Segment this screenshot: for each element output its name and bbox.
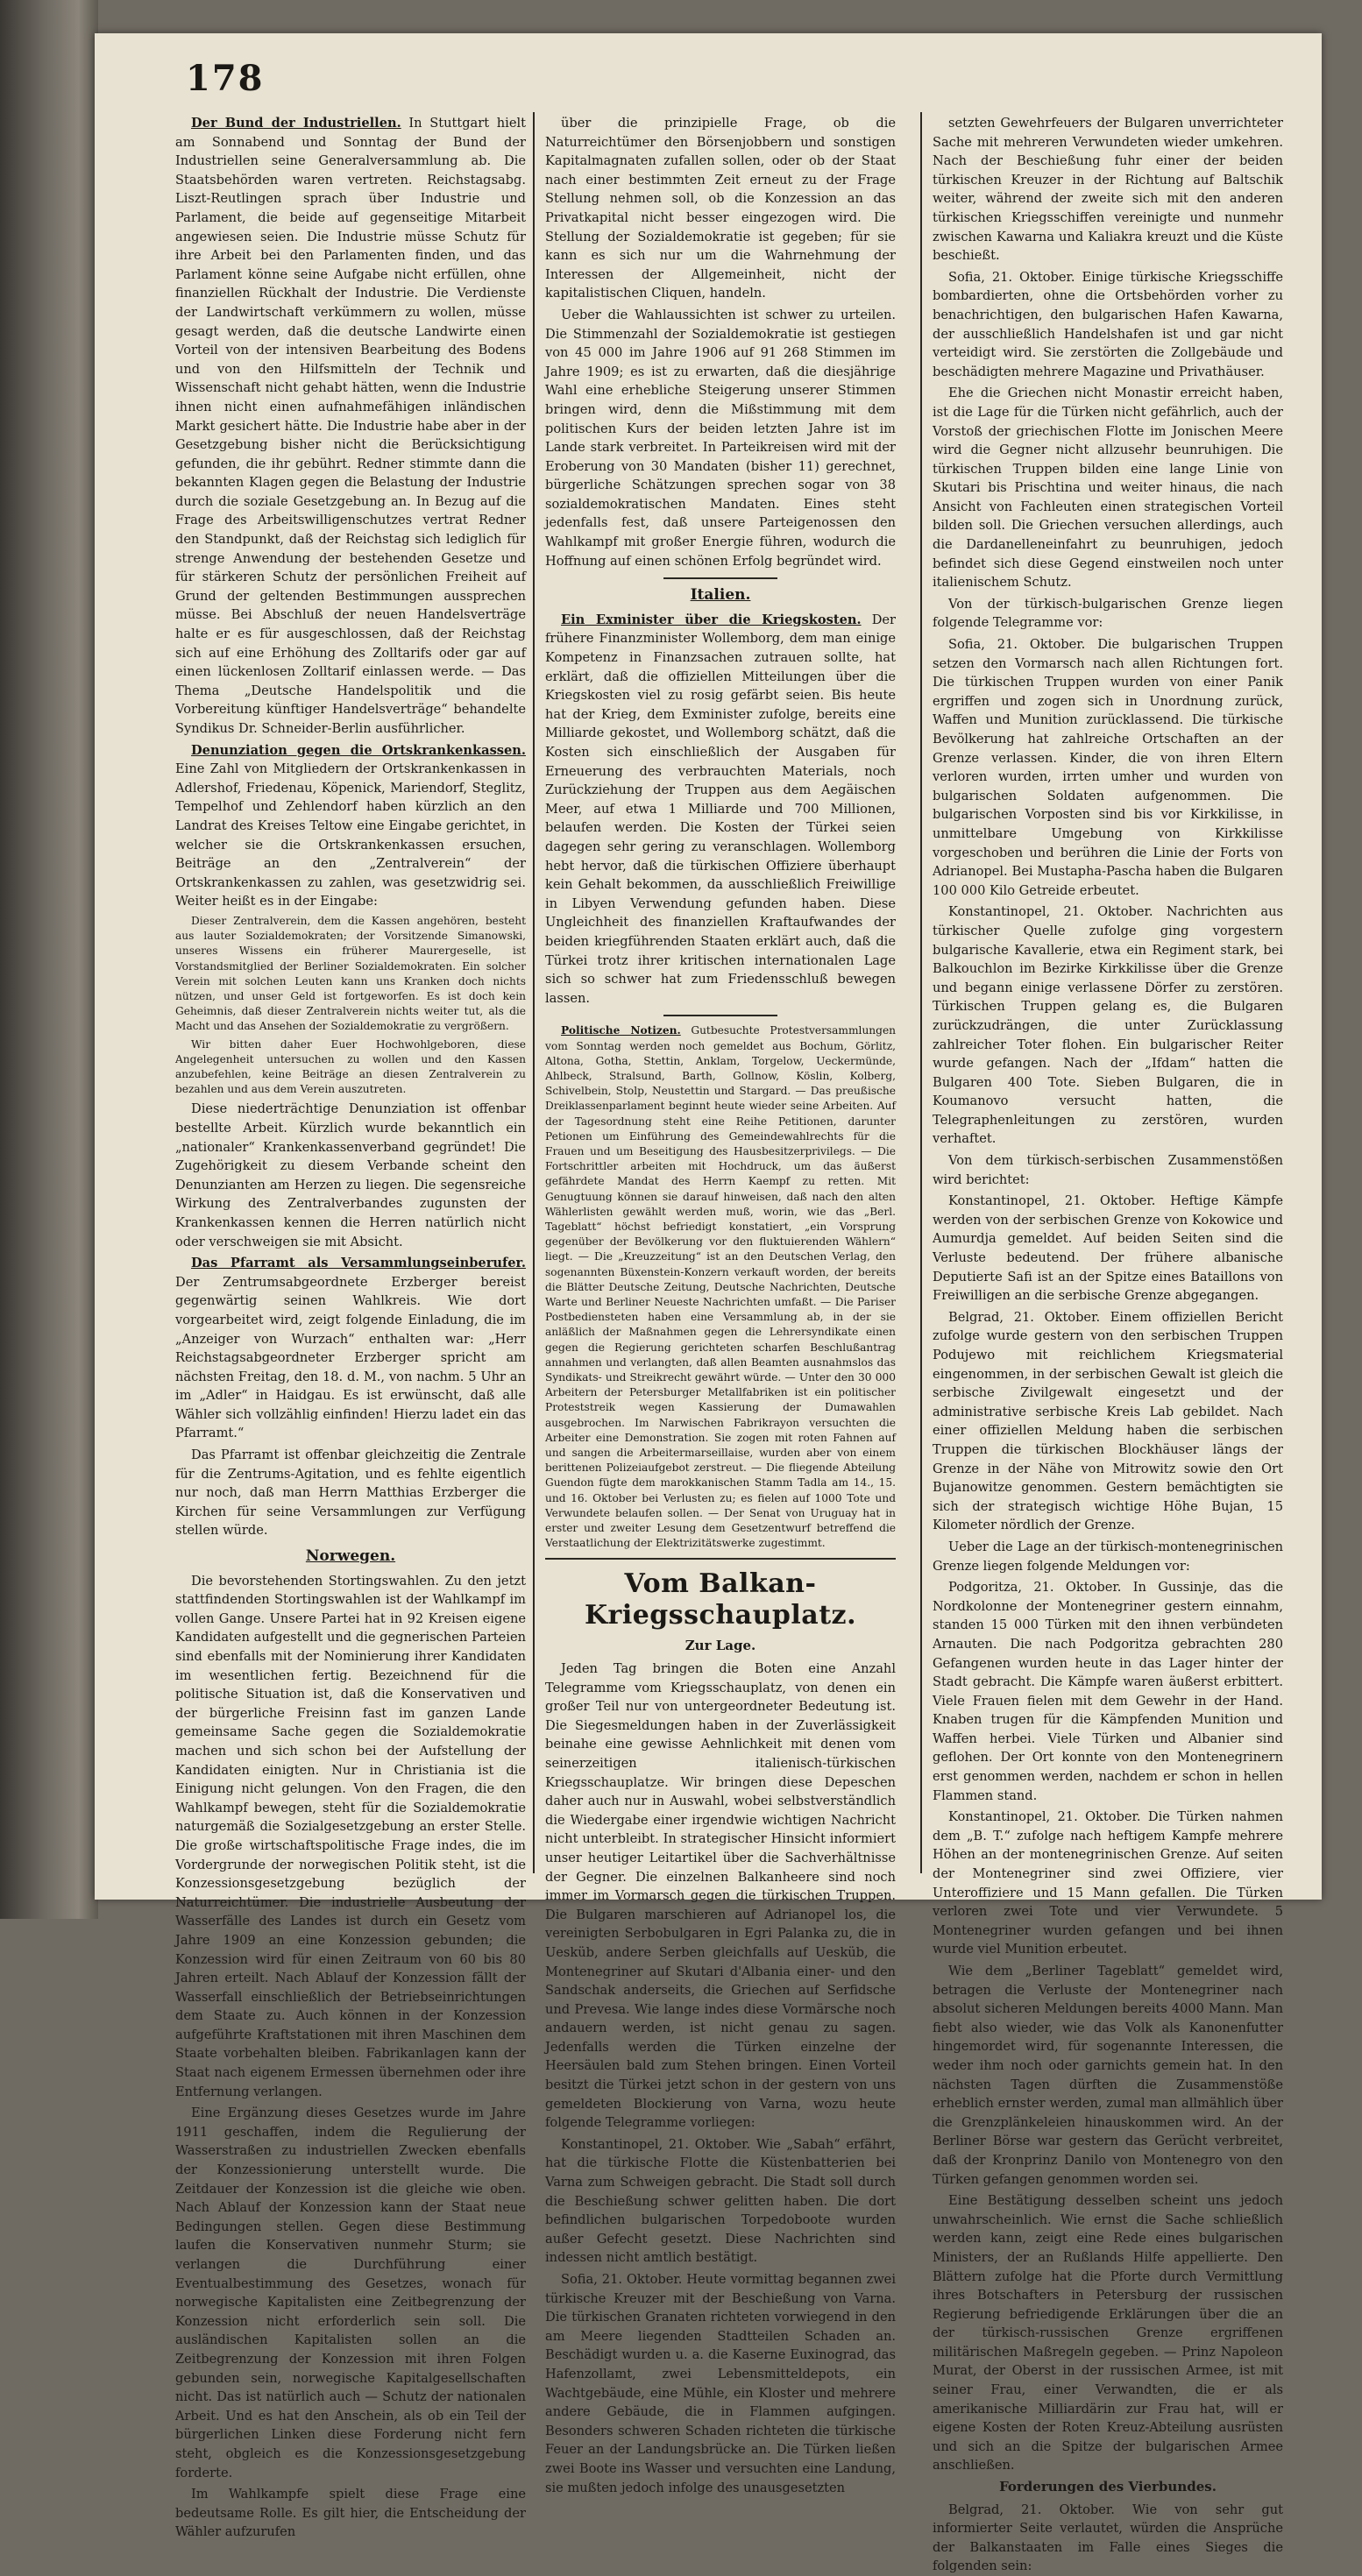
column-1 bbox=[175, 114, 526, 2540]
article-denunziation bbox=[175, 741, 526, 911]
article-body: Eine Ergänzung dieses Gesetzes wurde im Jahre 1911 geschaffen, indem die Regulierung der Wasserstraßen zu industriellen Zwecken ebenfalls der Konzessionierung unterstellt wurde. Die Zeitdauer der Konzession ist die gleiche wie oben. Nach Ablauf der Konzession kann der Staat neue Bedingungen stellen. Gegen diese Bestimmung laufen die Konservativen nunmehr Sturm; sie verlangen die Durchführung einer Eventualbestimmung des Gesetzes, wonach für norwegische Kapitalisten eine Zeitbegrenzung der Konzession nicht erforderlich sein soll. Die ausländischen Kapitalisten sollen an die Zeitbegrenzung der Konzession mit ihren Folgen gebunden sein, norwegische Kapitalgesellschaften nicht. Das ist natürlich auch — Schutz der nationalen Arbeit. Und es hat den Anschein, als ob ein Teil der bürgerlichen Linken diese Forderung nicht fern steht, obgleich es die Konzessionsgesetzgebung forderte. bbox=[175, 2105, 526, 2480]
column-rule-1 bbox=[533, 112, 535, 1873]
article-body: Die bevorstehenden Stortingswahlen. Zu den jetzt stattfindenden Stortingswahlen ist der Wahlkampf im vollen Gange. Unsere Partei hat in 92 Kreisen eigene Kandidaten aufgestellt und die gegnerischen Parteien sind ebenfalls mit der Nominierung ihrer Kandidaten im wesentlichen fertig. Bezeichnend für die politische Situation ist, daß die Konservativen und der bürgerliche Freisinn fast im ganzen Lande gemeinsame Sache gegen die Sozialdemokratie machen und sich schon bei der Aufstellung der Kandidaten einigten. Nur in Christiania ist die Einigung nicht gelungen. Von den Fragen, die den Wahlkampf bewegen, steht für die Sozialdemokratie naturgemäß die Sozialgesetzgebung an erster Stelle. Die große wirtschaftspolitische Frage indes, die im Vordergrunde der norwegischen Politik steht, ist die Konzessionsgesetzgebung bezüglich der Naturreichtümer. Die industrielle Ausbeutung der Wasserfälle des Landes ist durch ein Gesetz vom Jahre 1909 an eine Konzession gebunden; die Konzession wird für einen Zeitraum von 60 bis 80 Jahren erteilt. Nach Ablauf der Konzession fällt der Wasserfall einschließlich der Betriebseinrichtungen dem Staate zu. Auch können in der Konzession aufgeführte Kraftstationen mit ihren Maschinen dem Staate vorbehalten bleiben. Fabrikanlagen kann der Staat nach eigenem Ermessen übernehmen oder ihre Entfernung verlangen. bbox=[175, 1573, 526, 2099]
telegram: Konstantinopel, 21. Oktober. Wie „Sabah“ erfährt, hat die türkische Flotte die Küstenbatterien bei Varna zum Schweigen gebracht. Die Stadt soll durch die Beschießung schwer gelitten haben. Die dort befindlichen bulgarischen Torpedoboote wurden außer Gefecht gesetzt. Diese Nachrichten sind indessen nicht amtlich bestätigt. bbox=[545, 2136, 896, 2266]
newspaper-page bbox=[95, 33, 1322, 2574]
telegram: Sofia, 21. Oktober. Heute vormittag begannen zwei türkische Kreuzer mit der Beschießung von Varna. Die türkischen Granaten richteten vorwiegend in den am Meere liegenden Stadtteilen Schaden an. Beschädigt wurden u. a. die Kaserne Euxinograd, das Hafenzollamt, zwei Lebensmitteldepots, ein Wachtgebäude, eine Mühle, ein Kloster und mehrere andere Gebäude, die in Flammen aufgingen. Besonders schweren Schaden richteten die türkische Feuer an der Landungsbrücke an. Die Türken ließen zwei Boote ins Wasser und versuchten eine Landung, sie mußten jedoch infolge des unausgesetzten bbox=[545, 2272, 896, 2495]
article-pfarramt bbox=[175, 1254, 526, 1443]
article-exminister bbox=[545, 611, 896, 1008]
article-body: Von der türkisch-bulgarischen Grenze liegen folgende Telegramme vor: bbox=[933, 596, 1283, 631]
column-3 bbox=[933, 114, 1283, 2574]
telegram: Sofia, 21. Oktober. Einige türkische Kriegsschiffe bombardierten, ohne die Ortsbehörden vorher zu benachrichtigen, den bulgarischen Hafen Kawarna, der ausschließlich Handelshafen ist und gar nicht verteidigt wird. Sie zerstörten die Zollgebäude und beschädigten mehrere Magazine und Privathäuser. bbox=[933, 269, 1283, 379]
telegram: Sofia, 21. Oktober. Die bulgarischen Truppen setzen den Vormarsch nach allen Richtungen fort. Die türkischen Truppen wurden von einer Panik ergriffen und zogen sich in Unordnung zurück, Waffen und Munition zurücklassend. Die türkische Bevölkerung hat zahlreiche Ortschaften an der Grenze verlassen. Kinder, die von ihren Eltern verloren wurden, irrten umher und wurden von bulgarischen Soldaten aufgenommen. Die bulgarischen Vorposten sind bis vor Kirkkilisse, in unmittelbare Umgebung von Kirkkilisse vorgeschoben und berühren die Linie der Forts von Adrianopel. Bei Mustapha-Pascha haben die Bulgaren 100 000 Kilo Getreide erbeutet. bbox=[933, 637, 1283, 898]
article-body: Der frühere Finanzminister Wollemborg, dem man einige Kompetenz in Finanzsachen zutrauen sollte, hat erklärt, daß die offiziellen Mitteilungen über die Kriegskosten viel zu rosig gefärbt seien. Bis heute hat der Krieg, dem Exminister zufolge, bereits eine Milliarde gekostet, und Wollemborg schätzt, daß die Kosten sich einschließlich der Ausgaben für Erneuerung des verbrauchten Materials, noch Zurückziehung der Truppen aus dem Aegäischen Meer, auf etwa 1 Milliarde und 700 Millionen, belaufen werden. Die Kosten der Türkei seien dagegen sehr gering zu veranschlagen. Wollemborg hebt hervor, daß die türkischen Offiziere überhaupt kein Gehalt bekommen, da ausschließlich Freiwillige in Libyen Verwendung gefunden haben. Diese Ungleichheit des finanziellen Kraftaufwandes der beiden kriegführenden Staaten erklärt auch, daß die Türkei trotz ihrer kritischen internationalen Lage sich so schwer hat zum Friedensschluß bewegen lassen. bbox=[545, 612, 897, 1006]
article-body: setzten Gewehrfeuers der Bulgaren unverrichteter Sache mit mehreren Verwundeten wieder umkehren. Nach der Beschießung fuhr einer der beiden türkischen Kreuzer in der Richtung auf Baltschik weiter, während der zweite sich mit den anderen türkischen Kriegsschiffen vereinigte und nunmehr zwischen Kawarna und Kaliakra kreuzt und die Küste beschießt. bbox=[933, 116, 1283, 264]
book-binding-edge bbox=[0, 0, 98, 1919]
article-body: Ueber die Lage an der türkisch-montenegrinischen Grenze liegen folgende Meldungen vor: bbox=[933, 1539, 1283, 1574]
telegram: Podgoritza, 21. Oktober. In Gussinje, das die Nordkolonne der Montenegriner gestern einnahm, standen 15 000 Türken mit den ihnen verbündeten Arnauten. Die nach Podgoritza gebrachten 280 Gefangenen wurden heute in das Lager hinter der Stadt gebracht. Die Kämpfe waren äußerst erbittert. Viele Frauen fielen mit dem Gewehr in der Hand. Knaben trugen für die Kämpfenden Munition und Waffen herbei. Viele Türken und Albanier sind geflohen. Der Ort konnte von den Montenegrinern erst genommen werden, nachdem er schon in hellen Flammen stand. bbox=[933, 1580, 1283, 1803]
article-body: Wie dem „Berliner Tageblatt“ gemeldet wird, betragen die Verluste der Montenegriner nach absolut sicheren Meldungen bereits 4000 Mann. Man fiebt also wieder, wie das Volk als Kanonenfutter hingemordet wird, für sogenannte Interessen, die weder ihm noch oder garnichts gemein hat. In den nächsten Tagen dürften die Zusammenstöße erheblich ernster werden, zumal man allmählich über die Grenzplänkeleien hinauskommen wird. An der Berliner Börse war gestern das Gerücht verbreitet, daß der Kronprinz Danilo von Montenegro von den Türken gefangen genommen worden sei. bbox=[933, 1964, 1283, 2187]
article-lead: Das Pfarramt als Versammlungseinberufer. bbox=[191, 1256, 526, 1271]
article-lead: Denunziation gegen die Ortskrankenkassen. bbox=[191, 742, 526, 758]
article-body: über die prinzipielle Frage, ob die Naturreichtümer den Börsenjobbern und sonstigen Kapitalmagnaten zufallen sollen, oder ob der Staat nach einer bestimmten Zeit erneut zu der Frage Stellung nehmen soll, ob die Konzession an das Privatkapital nicht besser eingezogen wird. Die Stellung der Sozialdemokratie ist gegeben; für sie kann es sich nur um die Wahrnehmung der Interessen der Allgemeinheit, nicht der kapitalistischen Cliquen, handeln. bbox=[545, 116, 896, 301]
telegram: Konstantinopel, 21. Oktober. Heftige Kämpfe werden von der serbischen Grenze von Kokowice und Aumurdja gemeldet. Auf beiden Seiten sind die Verluste bedeutend. Der frühere albanische Deputierte Safi ist an der Spitze eines Bataillons von Freiwilligen an die serbische Grenze abgegangen. bbox=[933, 1193, 1283, 1304]
quote-paragraph: Dieser Zentralverein, dem die Kassen angehören, besteht aus lauter Sozialdemokraten; der Vorsitzende Simanowski, unseres Wissens ein früherer Maurergeselle, ist Vorstandsmitglied der Berliner Sozialdemokraten. Ein solcher Verein mit solchen Leuten kann uns Kranken doch nichts nützen, und unser Geld ist fortgeworfen. Es ist doch kein Geheimnis, daß dieser Zentralverein nichts weiter tut, als die Macht und das Ansehen der Sozialdemokratie zu vergrößern. bbox=[175, 914, 526, 1033]
telegram: Belgrad, 21. Oktober. Einem offiziellen Bericht zufolge wurde gestern von den serbischen Truppen Podujewo mit reichlichem Kriegsmaterial eingenommen, in der serbischen Gewalt ist gleich die serbische Zivilgewalt eingesetzt und der administrative serbische Kreis Lab gebildet. Nach einer offiziellen Meldung haben die serbischen Truppen die türkischen Blockhäuser längs der Grenze in der Nähe von Mitrowitz sowie den Ort Bujanowitze genommen. Gestern bemächtigten sie sich der strategisch wichtige Höhe Bujan, 15 Kilometer nördlich der Grenze. bbox=[933, 1309, 1283, 1533]
telegram: Belgrad, 21. Oktober. Wie von sehr gut informierter Seite verlautet, würden die Ansprüche der Balkanstaaten im Falle eines Sieges die folgenden sein: bbox=[933, 2502, 1283, 2574]
article-body: Gutbesuchte Protestversammlungen vom Sonntag werden noch gemeldet aus Bochum, Görlitz, Altona, Gotha, Stettin, Anklam, Torgelow, Ueckermünde, Ahlbeck, Stralsund, Barth, Gollnow, Köslin, Kolberg, Schivelbein, Stolp, Neustettin und Stargard. — Das preußische Dreiklassenparlament beginnt heute wieder seine Arbeiten. Auf der Tagesordnung steht eine Reihe Petitionen, darunter Petionen um Einführung des Gemeindewahlrechts für die Frauen und um Beseitigung des Hausbesitzerprivilegs. — Die Fortschrittler arbeiten mit Hochdruck, um das äußerst gefährdete Mandat des Herrn Kaempf zu retten. Mit Genugtuung können sie darauf hinweisen, daß nach den alten Wählerlisten gewählt werden muß, worin, wie das „Berl. Tageblatt“ höchst befriedigt konstatiert, „ein Vorsprung gegenüber der Bevölkerung vor den fluktuierenden Wählern“ liegt. — Die „Kreuzzeitung“ ist an den Deutschen Verlag, den sogenannten Büxenstein-Konzern verkauft worden, der bereits die Blätter Deutsche Zeitung, Deutsche Nachrichten, Deutsche Warte und Berliner Neueste Nachrichten umfaßt. — Die Pariser Postbediensteten haben eine Versammlung ab, in der sie anläßlich der Maßnahmen gegen die Lehrersyndikate einen gegen die Regierung gerichteten scharfen Beschlußantrag annahmen und verlangten, daß allen Beamten ausnahmslos das Syndikats- und Streikrecht gewährt würde. — Unter den 30 000 Arbeitern der Petersburger Metallfabriken ist ein politischer Proteststreik wegen Kassierung der Dumawahlen ausgebrochen. Im Narwischen Fabrikrayon versuchten die Arbeiter eine Demonstration. Sie zogen mit roten Fahnen auf und sangen die Arbeitermarseillaise, wurden aber von einem berittenen Polizeiaufgebot zerstreut. — Die fliegende Abteilung Guendon fügte dem marokkanischen Stamm Tadla am 14., 15. und 16. Oktober bei Verlusten zu; es fielen auf 1000 Tote und Verwundete belaufen sollen. — Der Senat von Uruguay hat in erster und zweiter Lesung dem Gesetzentwurf betreffend die Verstaatlichung der Elektrizitätswerke zugestimmt. bbox=[545, 1024, 897, 1550]
article-lead: Ein Exminister über die Kriegskosten. bbox=[561, 612, 862, 627]
section-heading-italien: Italien. bbox=[690, 586, 751, 605]
article-industrielle bbox=[175, 114, 526, 739]
section-divider bbox=[663, 1015, 777, 1016]
article-body: Von dem türkisch-serbischen Zusammenstößen wird berichtet: bbox=[933, 1153, 1283, 1187]
article-body: Ueber die Wahlaussichten ist schwer zu urteilen. Die Stimmenzahl der Sozialdemokratie ist gestiegen von 45 000 im Jahre 1906 auf 91 268 Stimmen im Jahre 1909; es ist zu erwarten, daß die diesjährige Wahl eine erhebliche Steigerung unserer Stimmen bringen wird, denn die Mißstimmung mit dem politischen Kurs der beiden letzten Jahre ist im Lande stark verbreitet. In Parteikreisen wird mit der Eroberung von 30 Mandaten (bisher 11) gerechnet, bürgerliche Schätzungen sprechen sogar von 38 sozialdemokratischen Mandaten. Eines steht jedenfalls fest, daß unsere Parteigenossen den Wahlkampf mit großer Energie führen, wodurch die Hoffnung auf einen schönen Erfolg begründet wird. bbox=[545, 307, 896, 569]
telegram: Konstantinopel, 21. Oktober. Die Türken nahmen dem „B. T.“ zufolge nach heftigem Kampfe mehrere Höhen an der montenegrinischen Grenze. Auf seiten der Montenegriner sind zwei Offiziere, vier Unteroffiziere und 15 Mann gefallen. Die Türken verloren zwei Tote und vier Verwundete. 5 Montenegriner wurden gefangen und bei ihnen wurde viel Munition erbeutet. bbox=[933, 1809, 1283, 1957]
political-notes bbox=[545, 1023, 896, 1551]
section-heading-balkan: Vom Balkan-Kriegsschauplatz. bbox=[584, 1568, 857, 1631]
quote-paragraph: Wir bitten daher Euer Hochwohlgeboren, diese Angelegenheit untersuchen zu wollen und den Kassen anzubefehlen, keine Beiträge an diesen Zentralverein zu bezahlen und aus dem Verein auszutreten. bbox=[175, 1037, 526, 1096]
article-body: Im Wahlkampfe spielt diese Frage eine bedeutsame Rolle. Es gilt hier, die Entscheidung der Wähler aufzurufen bbox=[175, 2487, 526, 2540]
article-lead: Politische Notizen. bbox=[561, 1024, 681, 1037]
subheading-lage: Zur Lage. bbox=[685, 1638, 756, 1654]
section-divider bbox=[545, 1558, 896, 1560]
section-heading-norwegen: Norwegen. bbox=[305, 1547, 396, 1566]
column-rule-2 bbox=[920, 112, 922, 1873]
column-2 bbox=[545, 114, 897, 2495]
article-body: Jeden Tag bringen die Boten eine Anzahl Telegramme vom Kriegsschauplatz, von denen ein großer Teil nur von untergeordneter Bedeutung ist. Die Siegesmeldungen haben in der Zuverlässigkeit beinahe eine gewisse Aehnlichkeit mit denen vom seinerzeitigen italienisch-türkischen Kriegsschauplatze. Wir bringen diese Depeschen daher auch nur in Auswahl, wobei selbstverständlich die Wiedergabe einer irgendwie wichtigen Nachricht nicht unterbleibt. In strategischer Hinsicht informiert unser heutiger Leitartikel über die Sachverhältnisse der Gegner. Die einzelnen Balkanheere sind noch immer im Vormarsch gegen die türkischen Truppen. Die Bulgaren marschieren auf Adrianopel los, die vereinigten Serbobulgaren in Egri Palanka zu, die in Uesküb, andere Serben gleichfalls auf Uesküb, die Montenegriner auf Skutari d'Albania einer- und den Sandschak anderseits, die Griechen auf Serfidsche und Prevesa. Wie lange indes diese Vormärsche noch andauern werden, ist nicht genau zu sagen. Jedenfalls werden die Türken einzelne der Heersäulen bald zum Stehen bringen. Einen Vorteil besitzt die Türkei jetzt schon in der gestern von uns gemeldeten Blockierung von Varna, wozu heute folgende Telegramme vorliegen: bbox=[545, 1661, 896, 2131]
article-body: In Stuttgart hielt am Sonnabend und Sonntag der Bund der Industriellen seine Generalversammlung ab. Die Staatsbehörden waren vertreten. Reichstagsabg. Liszt-Reutlingen sprach über Industrie und Parlament, die beide auf gegenseitige Mitarbeit angewiesen seien. Die Industrie müsse Schutz für ihre Arbeit bei den Parlamenten finden, und das Parlament könne seine Aufgabe nicht erfüllen, ohne finanziellen Rückhalt der Industrie. Die Verdienste der Landwirtschaft verkümmern zu wollen, müsse gesagt werden, daß die deutsche Landwirte einen Vorteil von der intensiven Bearbeitung des Bodens und von den Hilfsmitteln der Technik und Wissenschaft nicht gehabt hätten, wenn die Industrie ihnen nicht einen aufnahmefähigen inländischen Markt gesichert hätte. Die Industrie habe aber in der Gesetzgebung bisher nicht die Berücksichtigung gefunden, die ihr gebührt. Redner stimmte dann die bekannten Klagen gegen die Belastung der Industrie durch die soziale Gesetzgebung an. In Bezug auf die Frage des Arbeitswilligenschutzes vertrat Redner den Standpunkt, daß der Reichstag sich lediglich für strenge Anwendung der bestehenden Gesetze und für stärkeren Schutz der persönlichen Freiheit auf Grund der geltenden Bestimmungen aussprechen müsse. Bei Abschluß der neuen Handelsverträge halte er es für ausgeschlossen, daß der Reichstag sich auf eine Erhöhung des Zolltarifs oder gar auf einen lückenlosen Zolltarif einlassen werde. — Das Thema „Deutsche Handelspolitik und die Vorbereitung künftiger Handelsverträge“ behandelte Syndikus Dr. Schneider-Berlin ausführlicher. bbox=[175, 116, 526, 736]
article-body: Ehe die Griechen nicht Monastir erreicht haben, ist die Lage für die Türken nicht gefährlich, auch der Vorstoß der griechischen Flotte im Jonischen Meere wird die Gegner nicht allzusehr beunruhigen. Die türkischen Truppen bilden eine lange Linie von Skutari bis Prischtina und weiter hinaus, die nach Ansicht von Fachleuten einen strategischen Vorteil bilden soll. Die Griechen versuchen allerdings, auch die Dardanelleneinfahrt zu beunruhigen, jedoch befindet sich diese Gegend einstweilen noch unter italienischem Schutz. bbox=[933, 386, 1283, 591]
article-body: Der Zentrumsabgeordnete Erzberger bereist gegenwärtig seinen Wahlkreis. Wie dort vorgearbeitet wird, zeigt folgende Einladung, die im „Anzeiger von Wurzach“ enthalten war: „Herr Reichstagsabgeordneter Erzberger spricht am nächsten Freitag, den 18. d. M., von nachm. 5 Uhr an im „Adler“ in Haidgau. Es ist erwünscht, daß alle Wähler sich vollzählig einfinden! Hierzu ladet ein das Pfarramt.“ bbox=[175, 1274, 526, 1441]
article-lead: Der Bund der Industriellen. bbox=[191, 116, 401, 131]
article-body: Das Pfarramt ist offenbar gleichzeitig die Zentrale für die Zentrums-Agitation, und es fehlte eigentlich nur noch, daß man Herrn Matthias Erzberger die Kirchen für seine Versammlungen zur Verfügung stellen würde. bbox=[175, 1447, 526, 1539]
article-body: Eine Bestätigung desselben scheint uns jedoch unwahrscheinlich. Wie ernst die Sache schließlich werden kann, zeigt eine Rede eines bulgarischen Ministers, der an Rußlands Hilfe appellierte. Den Blättern zufolge hat die Pforte durch Vermittlung ihres Botschafters in Petersburg der russischen Regierung befriedigende Erklärungen über die an der türkisch-russischen Grenze ergriffenen militärischen Maßregeln gegeben. — Prinz Napoleon Murat, der Oberst in der russischen Armee, ist mit seiner Frau, einer Verwandten, die er als amerikanische Milliardärin zur Frau hat, will er eigene Kosten der Roten Kreuz-Abteilung ausrüsten und sich an die Spitze der bulgarischen Armee anschließen. bbox=[933, 2193, 1283, 2473]
subheading-forderungen: Forderungen des Vierbundes. bbox=[999, 2479, 1217, 2495]
article-body: Diese niederträchtige Denunziation ist offenbar bestellte Arbeit. Kürzlich wurde bekanntlich ein „nationaler“ Krankenkassenverband gegründet! Die Zugehörigkeit zu diesem Verbande scheint den Denunzianten am Herzen zu liegen. Die segensreiche Wirkung des Zentralverbandes zugunsten der Krankenkassen kennen die Herren natürlich nicht oder verschweigen sie mit Absicht. bbox=[175, 1101, 526, 1249]
section-divider bbox=[663, 577, 777, 579]
page-number: 178 bbox=[186, 58, 265, 99]
article-body: Eine Zahl von Mitgliedern der Ortskrankenkassen in Adlershof, Friedenau, Köpenick, Mariendorf, Steglitz, Tempelhof und Zehlendorf haben kürzlich an den Landrat des Kreises Teltow eine Eingabe gerichtet, in welcher sie die Ortskrankenkassen ersuchen, Beiträge an den „Zentralverein“ der Ortskrankenkassen zu zahlen, was gesetzwidrig sei. Weiter heißt es in der Eingabe: bbox=[175, 761, 526, 909]
telegram: Konstantinopel, 21. Oktober. Nachrichten aus türkischer Quelle zufolge ging vorgestern bulgarische Kavallerie, etwa ein Regiment stark, bei Balkouchlon im Bezirke Kirkkilisse über die Grenze und begann einige verlassene Dörfer zu zerstören. Türkischen Truppen gelang es, die Bulgaren zurückzudrängen, die unter Zurücklassung zahlreicher Toter flohen. Ein bulgarischer Reiter wurde gefangen. Nach der „Ifdam“ hatten die Bulgaren 400 Tote. Sieben Bulgaren, die in Koumanovo versucht hatten, die Telegraphenleitungen zu zerstören, wurden verhaftet. bbox=[933, 904, 1283, 1147]
